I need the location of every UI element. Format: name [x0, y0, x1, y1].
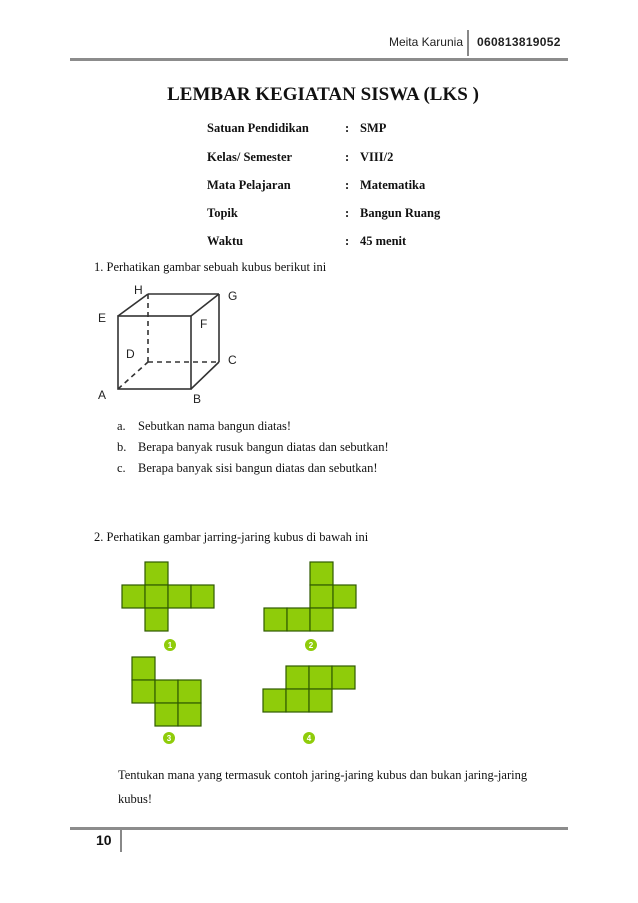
net-number-2: 2	[308, 641, 314, 650]
header-rule	[70, 58, 568, 61]
question-2-task-line-1: Tentukan mana yang termasuk contoh jaring-jaring kubus dan bukan jaring-jaring	[118, 768, 528, 782]
info-row-topic	[0, 206, 638, 222]
net-number-3: 3	[166, 734, 172, 743]
info-key: Waktu	[207, 234, 244, 248]
cube-net-1	[122, 562, 214, 631]
cube-nets-figure	[110, 560, 370, 755]
info-colon: :	[345, 150, 350, 164]
info-value: Matematika	[360, 178, 426, 192]
question-1: 1. Perhatikan gambar sebuah kubus berikut ini	[94, 260, 327, 274]
cube-label-d: D	[126, 347, 135, 361]
item-letter: c.	[117, 461, 126, 475]
item-letter: b.	[117, 440, 127, 454]
info-value: SMP	[360, 121, 387, 135]
info-key: Mata Pelajaran	[207, 178, 291, 192]
cube-figure	[90, 282, 250, 407]
cube-net-3	[132, 657, 201, 726]
header-author: Meita Karunia	[388, 35, 463, 49]
info-colon: :	[345, 206, 350, 220]
item-letter: a.	[117, 419, 126, 433]
question-1b	[0, 440, 638, 456]
net-number-1: 1	[167, 641, 173, 650]
question-1c	[0, 461, 638, 477]
header-student-id: 060813819052	[477, 35, 561, 49]
question-2: 2. Perhatikan gambar jarring-jaring kubus di bawah ini	[94, 530, 369, 544]
cube-label-c: C	[228, 353, 237, 367]
info-colon: :	[345, 121, 350, 135]
header-separator	[467, 30, 469, 56]
cube-label-h: H	[134, 283, 143, 297]
page-title: LEMBAR KEGIATAN SISWA (LKS )	[167, 84, 479, 105]
info-colon: :	[345, 178, 350, 192]
info-row-subject	[0, 178, 638, 194]
page-number: 10	[96, 832, 112, 848]
cube-net-4	[263, 666, 355, 712]
info-row-school	[0, 121, 638, 137]
net-number-4: 4	[306, 734, 312, 743]
info-key: Topik	[207, 206, 238, 220]
cube-label-f: F	[200, 317, 208, 331]
footer-rule	[70, 827, 568, 830]
info-row-time	[0, 234, 638, 250]
footer-separator	[120, 830, 122, 852]
question-1a	[0, 419, 638, 435]
info-row-class	[0, 150, 638, 166]
cube-net-2	[264, 562, 356, 631]
info-key: Kelas/ Semester	[207, 150, 293, 164]
info-value: 45 menit	[360, 234, 407, 248]
item-text: Sebutkan nama bangun diatas!	[138, 419, 292, 433]
info-key: Satuan Pendidikan	[207, 121, 309, 135]
cube-label-b: B	[193, 392, 202, 406]
info-value: Bangun Ruang	[360, 206, 441, 220]
cube-label-a: A	[98, 388, 107, 402]
cube-label-g: G	[228, 289, 238, 303]
info-colon: :	[345, 234, 350, 248]
question-2-task-line-2: kubus!	[118, 792, 153, 806]
item-text: Berapa banyak rusuk bangun diatas dan sebutkan!	[138, 440, 389, 454]
item-text: Berapa banyak sisi bangun diatas dan sebutkan!	[138, 461, 378, 475]
cube-label-e: E	[98, 311, 107, 325]
info-value: VIII/2	[360, 150, 394, 164]
